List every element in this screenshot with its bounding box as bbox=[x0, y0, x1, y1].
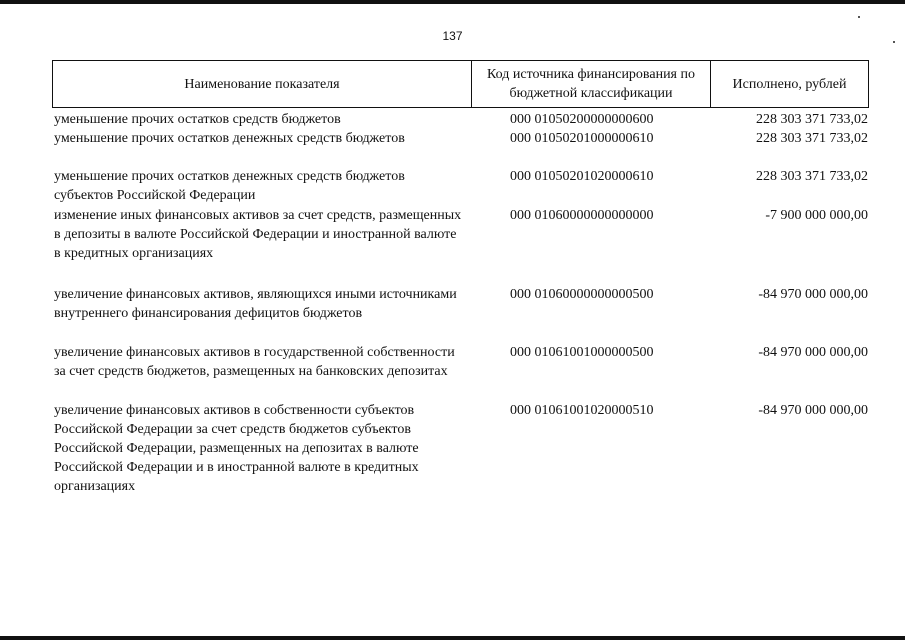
row-value: -84 970 000 000,00 bbox=[758, 287, 868, 302]
row-value: 228 303 371 733,02 bbox=[756, 112, 868, 127]
row-name: уменьшение прочих остатков денежных средств бюджетов субъектов Российской Федерации bbox=[54, 169, 405, 203]
header-value: Исполнено, рублей bbox=[732, 76, 847, 92]
header-name: Наименование показателя bbox=[53, 61, 472, 107]
row-code: 000 01060000000000000 bbox=[510, 208, 654, 223]
bottom-border bbox=[0, 636, 905, 640]
row-value: 228 303 371 733,02 bbox=[756, 131, 868, 146]
page-number: 137 bbox=[442, 29, 463, 43]
row-value: -84 970 000 000,00 bbox=[758, 403, 868, 418]
row-value: 228 303 371 733,02 bbox=[756, 169, 868, 184]
row-name: увеличение финансовых активов в государственной собственности за счет средств бюджетов, размещенных на банковских депозитах bbox=[54, 345, 455, 379]
row-value: -7 900 000 000,00 bbox=[765, 208, 868, 223]
header-code: Код источника финансирования по бюджетной классификации bbox=[472, 61, 711, 107]
scan-speck bbox=[858, 16, 860, 18]
row-code: 000 01050201000000610 bbox=[510, 131, 654, 146]
row-name: уменьшение прочих остатков средств бюджетов bbox=[54, 112, 341, 127]
row-name: уменьшение прочих остатков денежных средств бюджетов bbox=[54, 131, 405, 146]
row-code: 000 01050200000000600 bbox=[510, 112, 654, 127]
row-value: -84 970 000 000,00 bbox=[758, 345, 868, 360]
table-header bbox=[52, 60, 869, 108]
row-name: увеличение финансовых активов, являющихся иными источниками внутреннего финансирования дефицитов бюджетов bbox=[54, 287, 457, 321]
row-name: изменение иных финансовых активов за счет средств, размещенных в депозиты в валюте Российской Федерации и иностранной валюте в кредитных организациях bbox=[54, 208, 462, 261]
row-name: увеличение финансовых активов в собственности субъектов Российской Федерации за счет средств бюджетов субъектов Российской Федерации, размещенных на депозитах в валюте Российской Федерации и в иностранной валюте в кредитных организациях bbox=[54, 403, 419, 494]
row-code: 000 01061001000000500 bbox=[510, 345, 654, 360]
row-code: 000 01050201020000610 bbox=[510, 169, 654, 184]
row-code: 000 01061001020000510 bbox=[510, 403, 654, 418]
row-code: 000 01060000000000500 bbox=[510, 287, 654, 302]
top-border bbox=[0, 0, 905, 4]
